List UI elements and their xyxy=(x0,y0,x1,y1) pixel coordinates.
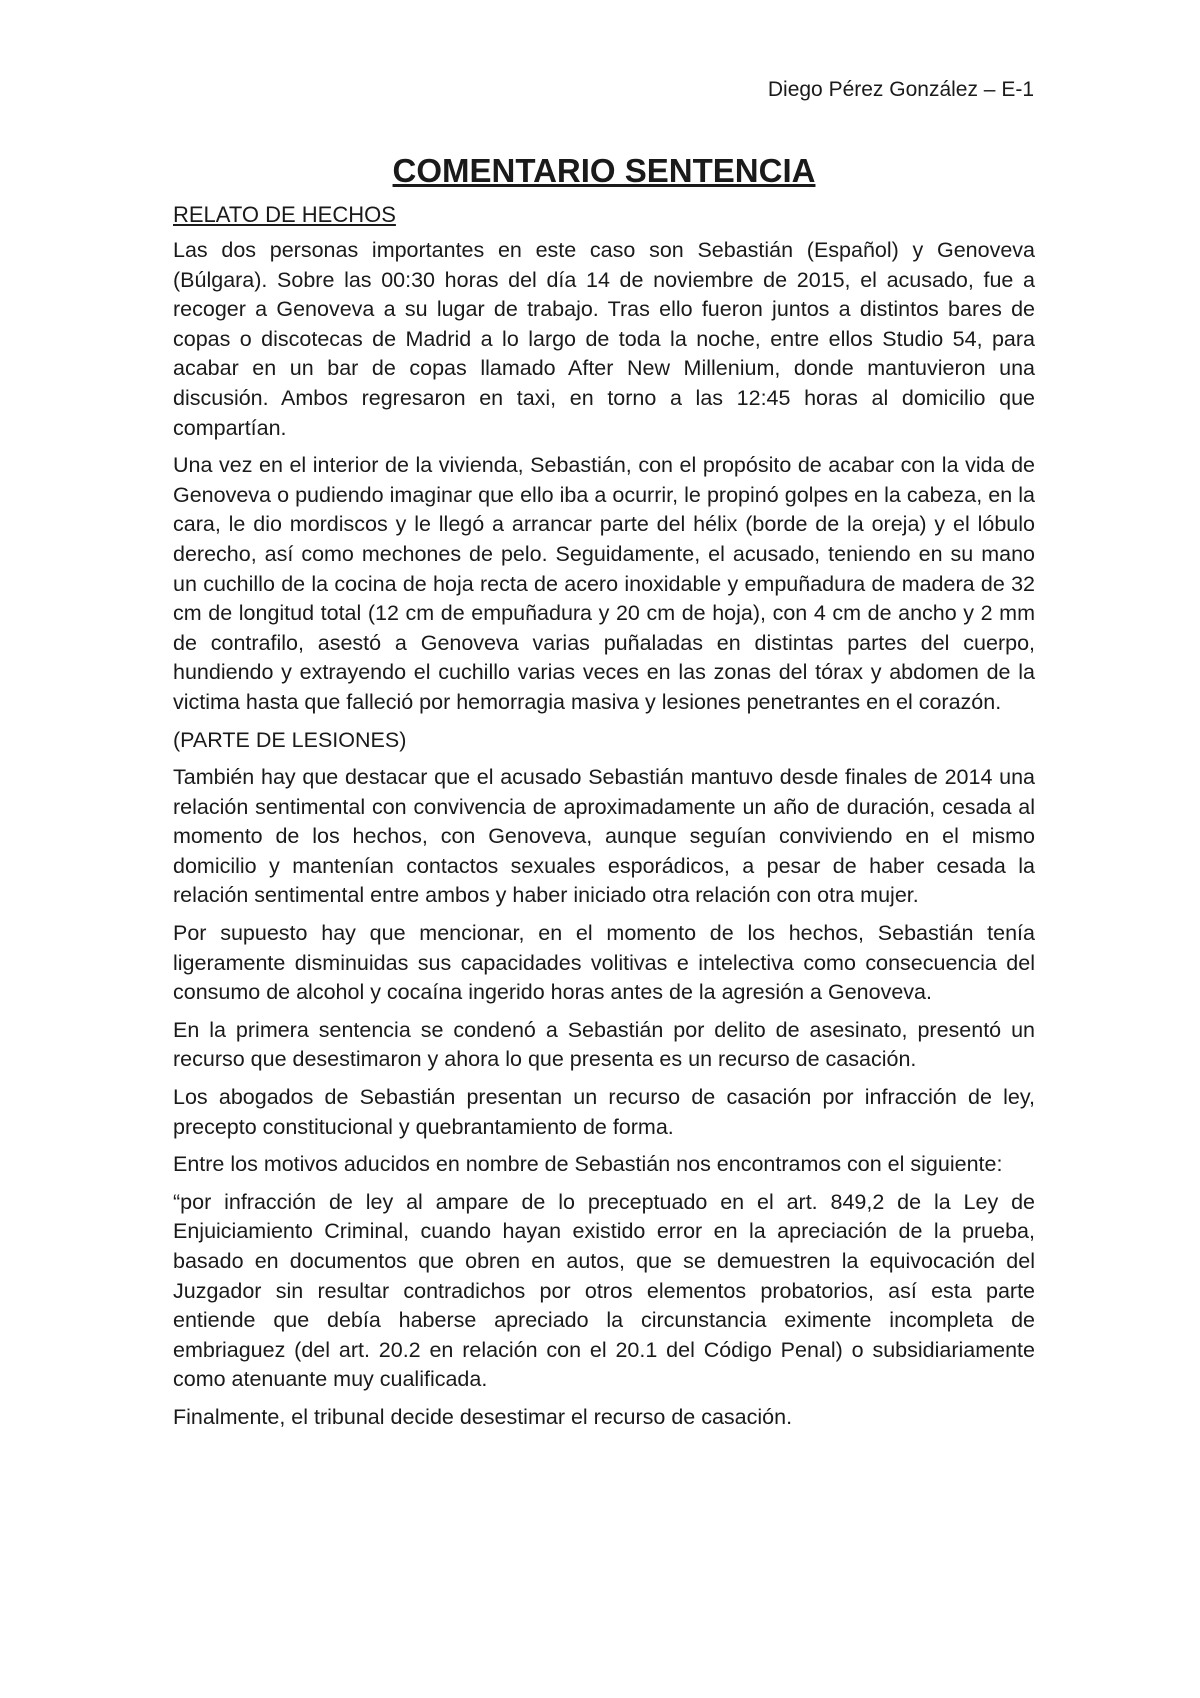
paragraph-motives-intro: Entre los motivos aducidos en nombre de Sebastián nos encontramos con el siguiente: xyxy=(173,1152,1003,1177)
section-heading: RELATO DE HECHOS xyxy=(173,202,396,227)
paragraph-conclusion: Finalmente, el tribunal decide desestimar el recurso de casación. xyxy=(173,1404,793,1429)
paragraph-appeal: Los abogados de Sebastián presentan un recurso de casación por infracción de ley, precepto constitucional y quebrantamiento de forma. xyxy=(173,1085,1035,1139)
paragraph-relationship: También hay que destacar que el acusado Sebastián mantuvo desde finales de 2014 una relación sentimental con convivencia de aproximadamente un año de duración, cesada al momento de los hechos, con Genoveva, aunque seguían conviviendo en el mismo domicilio y mantenían contactos sexuales esporádicos, a pesar de haber cesada la relación sentimental entre ambos y haber iniciado otra relación con otra mujer. xyxy=(173,765,1035,908)
paragraph-quote: “por infracción de ley al ampare de lo preceptuado en el art. 849,2 de la Ley de Enjuiciamiento Criminal, cuando hayan existido error en la apreciación de la prueba, basado en documentos que obren en autos, que se demuestren la equivocación del Juzgador sin resultar contradichos por otros elementos probatorios, así esta parte entiende que debía haberse apreciado la circunstancia eximente incompleta de embriaguez (del art. 20.2 en relación con el 20.1 del Código Penal) o subsidiariamente como atenuante muy cualificada. xyxy=(173,1189,1035,1392)
paragraph-attack: Una vez en el interior de la vivienda, Sebastián, con el propósito de acabar con la vida de Genoveva o pudiendo imaginar que ello iba a ocurrir, le propinó golpes en la cabeza, en la cara, le dio mordiscos y le llegó a arrancar parte del hélix (borde de la oreja) y el lóbulo derecho, así como mechones de pelo. Seguidamente, el acusado, teniendo en su mano un cuchillo de la cocina de hoja recta de acero inoxidable y empuñadura de madera de 32 cm de longitud total (12 cm de empuñadura y 20 cm de hoja), con 4 cm de ancho y 2 mm de contrafilo, asestó a Genoveva varias puñaladas en distintas partes del cuerpo, hundiendo y extrayendo el cuchillo varias veces en las zonas del tórax y abdomen de la victima hasta que falleció por hemorragia masiva y lesiones penetrantes en el corazón. xyxy=(173,453,1035,714)
paragraph-facts: Las dos personas importantes en este caso son Sebastián (Español) y Genoveva (Búlgara). Sobre las 00:30 horas del día 14 de noviembre de 2015, el acusado, fue a recoger a Genoveva a su lugar de trabajo. Tras ello fueron juntos a distintos bares de copas o discotecas de Madrid a lo largo de toda la noche, entre ellos Studio 54, para acabar en un bar de copas llamado After New Millenium, donde mantuvieron una discusión. Ambos regresaron en taxi, en torno a las 12:45 horas al domicilio que compartían. xyxy=(173,238,1035,440)
paragraph-first-sentence: En la primera sentencia se condenó a Sebastián por delito de asesinato, presentó un recurso que desestimaron y ahora lo que presenta es un recurso de casación. xyxy=(173,1017,1035,1072)
header-author: Diego Pérez González – E-1 xyxy=(767,78,1034,101)
paragraph-injury-report: (PARTE DE LESIONES) xyxy=(173,727,407,752)
paragraph-capacities: Por supuesto hay que mencionar, en el momento de los hechos, Sebastián tenía ligeramente disminuidas sus capacidades volitivas e intelectiva como consecuencia del consumo de alcohol y cocaína ingerido horas antes de la agresión a Genoveva. xyxy=(173,921,1035,1005)
document-title: COMENTARIO SENTENCIA xyxy=(392,152,816,189)
document-body xyxy=(173,150,1035,1441)
